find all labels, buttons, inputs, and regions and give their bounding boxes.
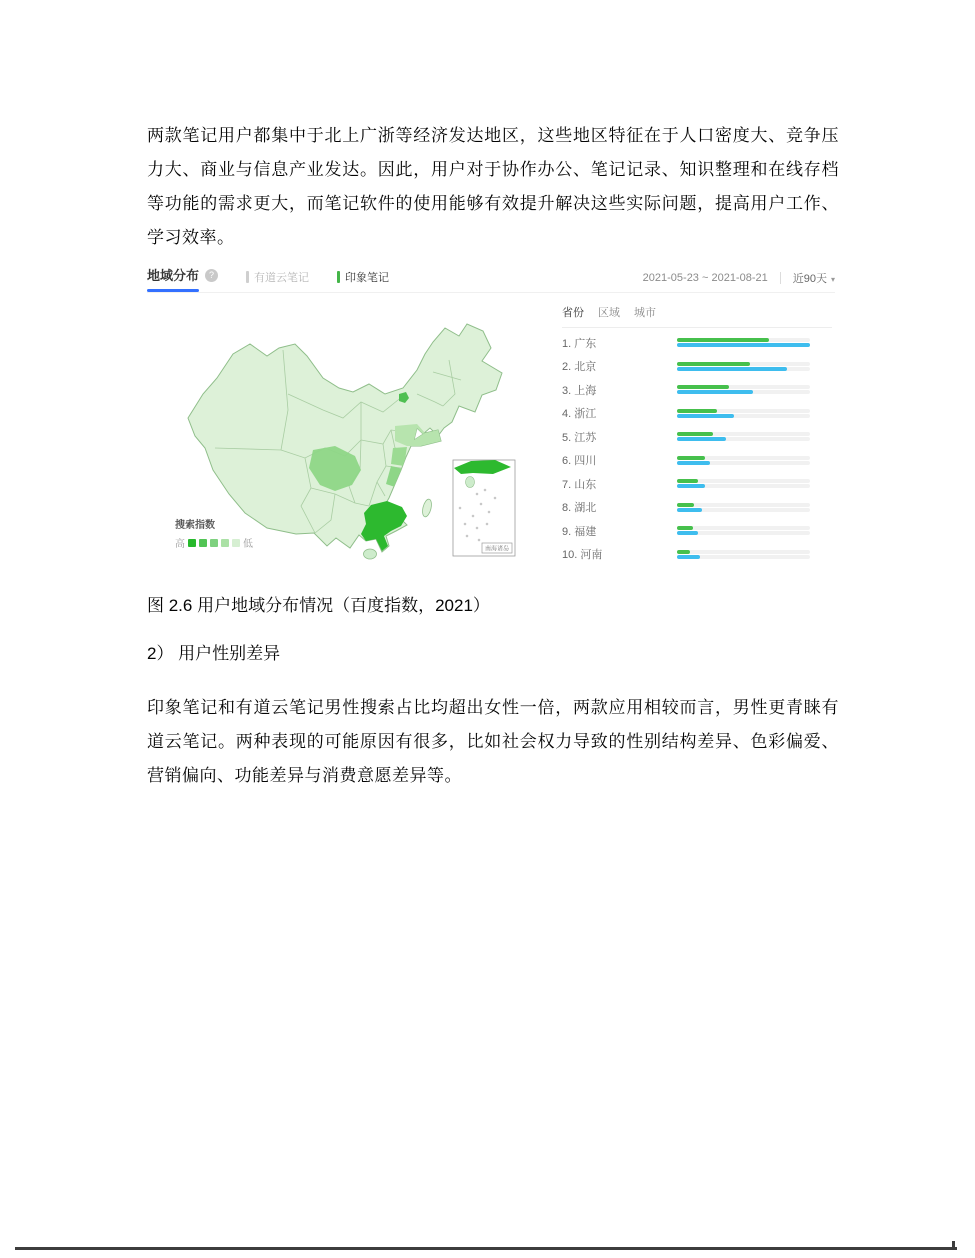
province-row[interactable]	[562, 355, 832, 379]
evernote-bar	[677, 456, 705, 460]
province-taiwan	[421, 498, 433, 517]
evernote-bar	[677, 479, 698, 483]
province-label: 2. 北京	[562, 361, 597, 374]
youdao-bar-track	[677, 461, 810, 465]
evernote-bar-track	[677, 526, 810, 530]
legend-label-youdao: 有道云笔记	[254, 272, 310, 284]
help-icon[interactable]: ?	[205, 269, 218, 282]
province-label: 5. 江苏	[562, 431, 597, 444]
map-intensity-scale	[188, 539, 240, 547]
section-heading: 2） 用户性别差异	[147, 644, 281, 663]
province-label: 9. 福建	[562, 525, 597, 538]
evernote-bar	[677, 385, 729, 389]
youdao-bar-track	[677, 414, 810, 418]
province-row[interactable]	[562, 402, 832, 426]
province-label: 6. 四川	[562, 455, 597, 468]
map-legend-low: 低	[243, 539, 253, 550]
province-hainan	[364, 549, 377, 559]
evernote-bar-track	[677, 338, 810, 342]
bar-group	[677, 455, 810, 466]
evernote-bar-track	[677, 479, 810, 483]
baidu-index-widget	[147, 268, 835, 564]
vertical-divider	[780, 272, 781, 284]
inset-label: 南海诸岛	[484, 546, 510, 553]
tabs-divider	[562, 327, 832, 328]
region-ranking-panel	[562, 304, 832, 566]
youdao-bar-track	[677, 484, 810, 488]
evernote-bar-track	[677, 503, 810, 507]
bar-group	[677, 478, 810, 489]
province-jiangsu	[391, 447, 407, 466]
evernote-bar	[677, 550, 690, 554]
intensity-swatch	[232, 539, 240, 547]
date-controls	[643, 270, 835, 286]
map-legend-title: 搜索指数	[175, 520, 215, 531]
widget-header	[147, 268, 835, 292]
province-label: 10. 河南	[562, 549, 603, 562]
legend-item-youdao[interactable]	[246, 269, 309, 285]
province-label: 1. 广东	[562, 337, 597, 350]
youdao-bar-track	[677, 531, 810, 535]
province-row[interactable]	[562, 425, 832, 449]
evernote-bar-track	[677, 385, 810, 389]
bar-group	[677, 361, 810, 372]
legend-marker-yinxiang	[337, 271, 340, 283]
period-selector[interactable]: 近90天 ▾	[792, 273, 835, 285]
header-divider	[147, 292, 835, 293]
date-range-label: 2021-05-23 ~ 2021-08-21	[642, 272, 768, 284]
province-row[interactable]	[562, 472, 832, 496]
youdao-bar	[677, 508, 702, 512]
youdao-bar	[677, 343, 810, 347]
chevron-down-icon: ▾	[830, 275, 835, 284]
intensity-swatch	[210, 539, 218, 547]
province-row[interactable]	[562, 331, 832, 355]
youdao-bar	[677, 555, 700, 559]
youdao-bar	[677, 531, 698, 535]
legend-item-yinxiang[interactable]	[337, 269, 389, 285]
legend-marker-youdao	[246, 271, 249, 283]
youdao-bar	[677, 390, 753, 394]
youdao-bar	[677, 414, 734, 418]
province-label: 8. 湖北	[562, 502, 597, 515]
evernote-bar	[677, 409, 717, 413]
region-tabs	[562, 304, 832, 327]
paragraph-gender-analysis: 印象笔记和有道云笔记男性搜索占比均超出女性一倍，两款应用相较而言，男性更青睐有道云笔记。两种表现的可能原因有很多，比如社会权力导致的性别结构差异、色彩偏爱、营销偏向、功能差异与消费意愿差异等。	[147, 698, 839, 785]
province-row[interactable]	[562, 378, 832, 402]
province-label: 7. 山东	[562, 478, 597, 491]
tab-city[interactable]: 城市	[634, 307, 656, 319]
province-row[interactable]	[562, 543, 832, 567]
evernote-bar	[677, 526, 693, 530]
map-legend	[175, 516, 253, 550]
evernote-bar-track	[677, 409, 810, 413]
intensity-swatch	[199, 539, 207, 547]
province-row[interactable]	[562, 449, 832, 473]
youdao-bar	[677, 461, 710, 465]
evernote-bar-track	[677, 362, 810, 366]
province-list	[562, 331, 832, 566]
youdao-bar-track	[677, 508, 810, 512]
south-china-sea-inset	[453, 460, 515, 556]
legend-label-yinxiang: 印象笔记	[345, 272, 390, 284]
bar-group	[677, 431, 810, 442]
province-row[interactable]	[562, 519, 832, 543]
page-bottom-rule	[15, 1247, 957, 1250]
evernote-bar-track	[677, 456, 810, 460]
province-label: 3. 上海	[562, 384, 597, 397]
bar-group	[677, 337, 810, 348]
bar-group	[677, 502, 810, 513]
evernote-bar	[677, 503, 694, 507]
tab-region[interactable]: 区域	[598, 307, 620, 319]
youdao-bar-track	[677, 367, 810, 371]
evernote-bar-track	[677, 432, 810, 436]
youdao-bar	[677, 437, 726, 441]
bar-group	[677, 525, 810, 536]
paragraph-region-analysis: 两款笔记用户都集中于北上广浙等经济发达地区，这些地区特征在于人口密度大、竞争压力大、商业与信息产业发达。因此，用户对于协作办公、笔记记录、知识整理和在线存档等功能的需求更大，而笔记软件的使用能够有效提升解决这些实际问题，提高用户工作、学习效率。	[147, 126, 839, 247]
page-bottom-rule-end	[952, 1241, 955, 1250]
evernote-bar	[677, 362, 750, 366]
intensity-swatch	[221, 539, 229, 547]
china-map-zone	[155, 298, 545, 562]
youdao-bar-track	[677, 343, 810, 347]
youdao-bar	[677, 367, 787, 371]
province-label: 4. 浙江	[562, 408, 597, 421]
figure-caption: 图 2.6 用户地域分布情况（百度指数，2021）	[147, 596, 490, 615]
youdao-bar-track	[677, 390, 810, 394]
youdao-bar-track	[677, 437, 810, 441]
youdao-bar-track	[677, 555, 810, 559]
bar-group	[677, 408, 810, 419]
bar-group	[677, 384, 810, 395]
province-row[interactable]	[562, 496, 832, 520]
evernote-bar	[677, 432, 713, 436]
bar-group	[677, 549, 810, 560]
intensity-swatch	[188, 539, 196, 547]
evernote-bar	[677, 338, 769, 342]
evernote-bar-track	[677, 550, 810, 554]
youdao-bar	[677, 484, 705, 488]
widget-title-tab[interactable]: 地域分布	[147, 268, 200, 283]
tab-province[interactable]: 省份	[562, 307, 584, 319]
map-legend-high: 高	[175, 539, 185, 550]
